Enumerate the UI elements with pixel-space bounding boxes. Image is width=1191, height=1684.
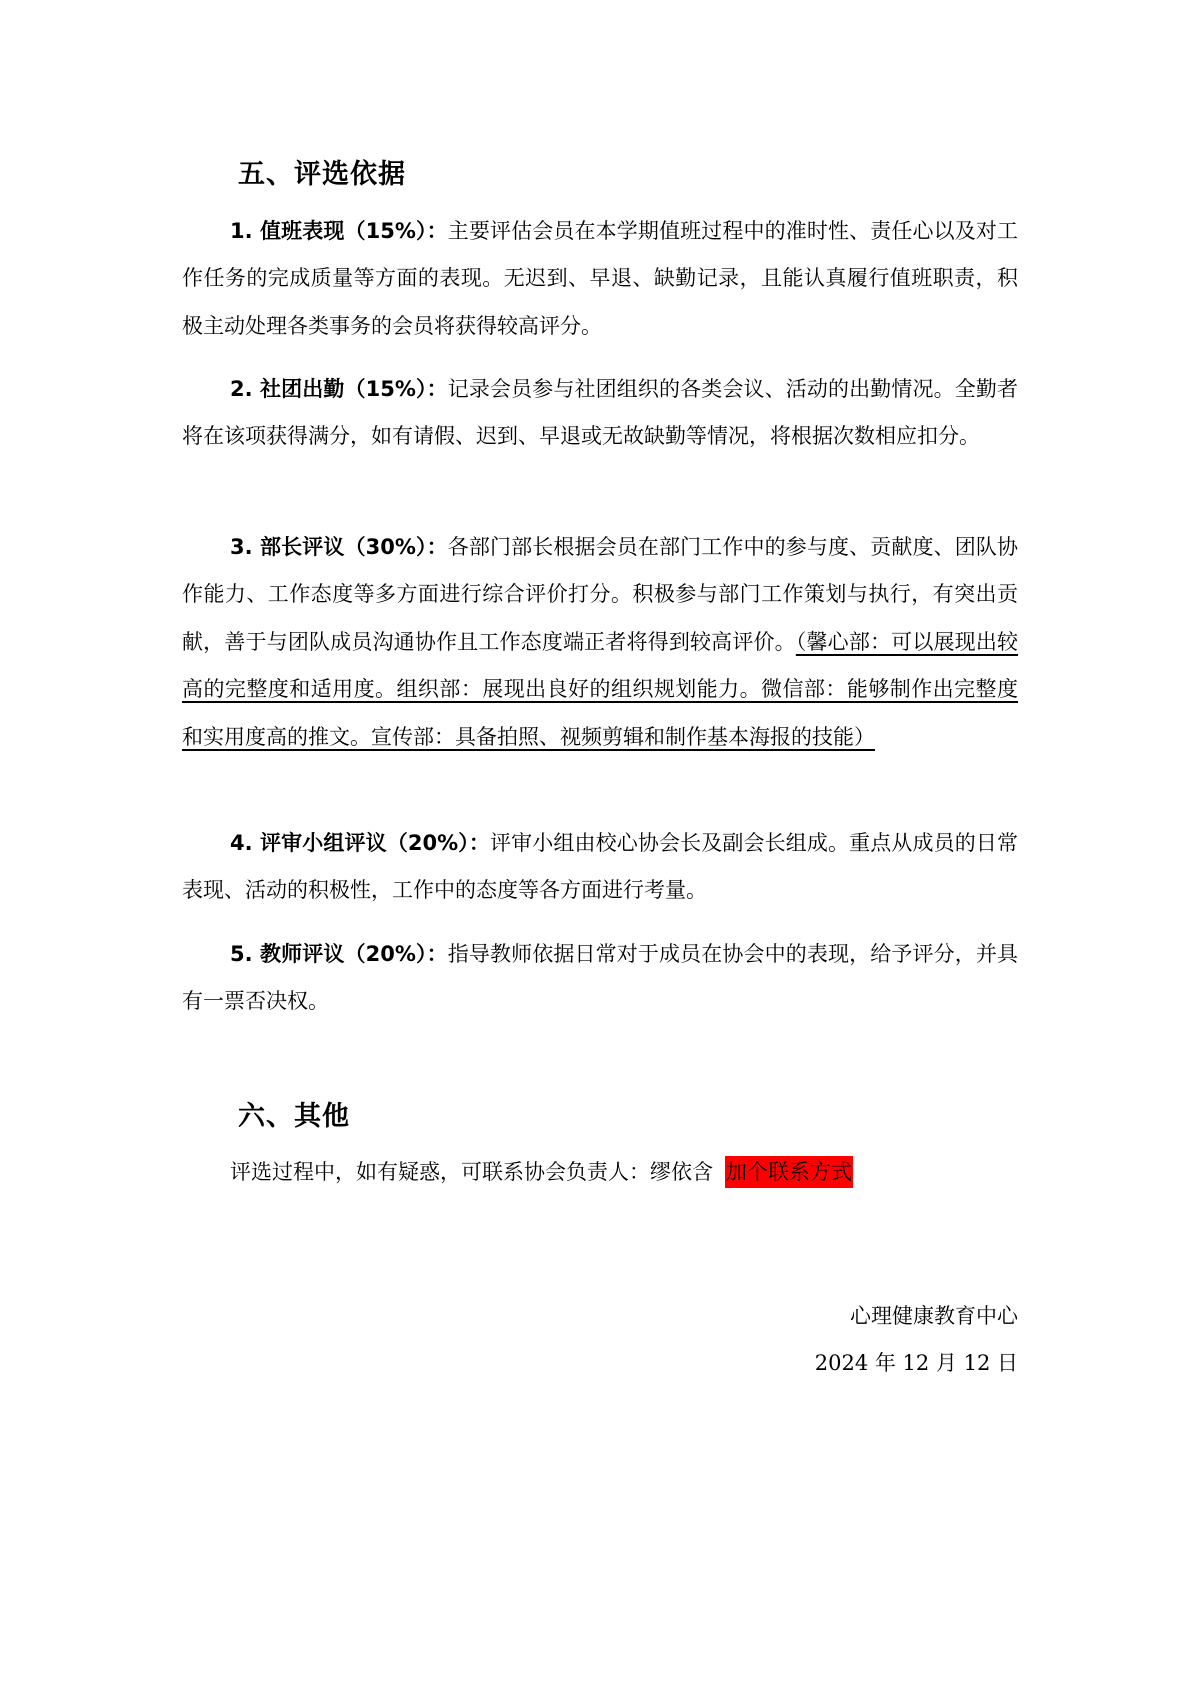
criterion-panel-review xyxy=(182,820,1018,915)
criterion-lead: 4. 评审小组评议（20%）： xyxy=(230,831,491,855)
criterion-lead: 3. 部长评议（30%）： xyxy=(230,535,448,559)
criterion-lead: 1. 值班表现（15%）： xyxy=(230,219,448,243)
criterion-text: 主要评估会员在本学期值班过程中的准时性、责任心以及对工作任务的完成质量等方面的表现。无迟到、早退、缺勤记录，且能认真履行值班职责，积极主动处理各类事务的会员将获得较高评分。 xyxy=(182,219,1018,338)
criterion-text: 评审小组由校心协会长及副会长组成。重点从成员的日常表现、活动的积极性，工作中的态度等各方面进行考量。 xyxy=(182,831,1018,903)
department-criteria-note: （馨心部：可以展现出较高的完整度和适用度。组织部：展现出良好的组织规划能力。微信部：能够制作出完整度和实用度高的推文。宣传部：具备拍照、视频剪辑和制作基本海报的技能） xyxy=(182,629,1019,749)
criterion-text: 各部门部长根据会员在部门工作中的参与度、贡献度、团队协作能力、工作态度等多方面进行综合评价打分。积极参与部门工作策划与执行，有突出贡献，善于与团队成员沟通协作且工作态度端正者将得到较高评价。 xyxy=(182,535,1018,654)
signoff-date: 2024 年 12 月 12 日 xyxy=(814,1351,1018,1375)
contact-line xyxy=(230,1152,853,1192)
criterion-club-attendance xyxy=(182,366,1018,461)
contact-placeholder-highlight: 加个联系方式 xyxy=(725,1156,853,1188)
criterion-lead: 2. 社团出勤（15%）： xyxy=(230,377,448,401)
section-heading-other: 六、其他 xyxy=(238,1101,350,1132)
section-heading-evaluation-basis: 五、评选依据 xyxy=(238,159,406,190)
criterion-minister-review xyxy=(182,524,1018,761)
contact-text: 评选过程中，如有疑惑，可联系协会负责人：缪依含 xyxy=(230,1160,713,1184)
criterion-teacher-review xyxy=(182,931,1018,1026)
criterion-text: 记录会员参与社团组织的各类会议、活动的出勤情况。全勤者将在该项获得满分，如有请假、迟到、早退或无故缺勤等情况，将根据次数相应扣分。 xyxy=(182,377,1018,449)
signoff-organization: 心理健康教育中心 xyxy=(850,1304,1018,1328)
criterion-duty-performance xyxy=(182,208,1018,350)
criterion-lead: 5. 教师评议（20%）： xyxy=(230,942,448,966)
criterion-text: 指导教师依据日常对于成员在协会中的表现，给予评分，并具有一票否决权。 xyxy=(182,942,1018,1014)
